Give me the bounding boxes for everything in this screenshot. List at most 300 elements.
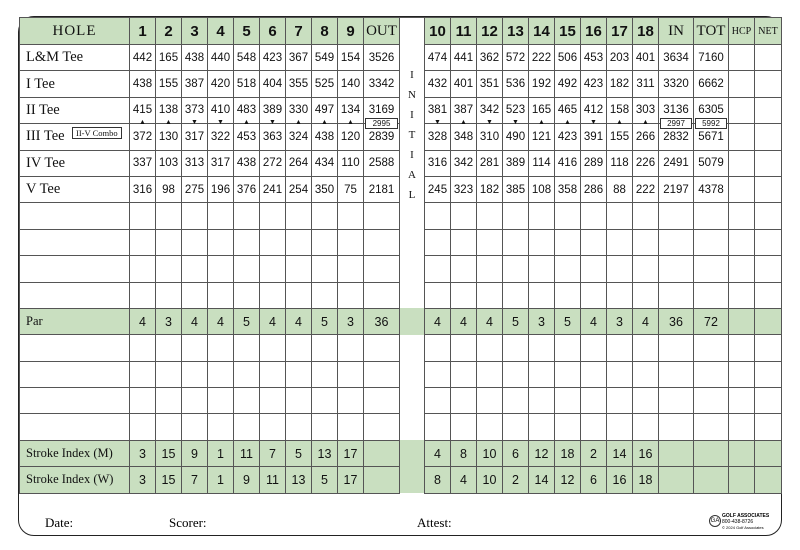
score-cell [477, 388, 503, 414]
yardage-cell: 272 [260, 150, 286, 176]
hole-number: 2 [156, 18, 182, 45]
yardage-cell: 536 [503, 71, 529, 97]
score-cell [182, 388, 208, 414]
hcp-cell [729, 97, 755, 123]
yardage-cell [312, 119, 338, 150]
in-blank [659, 440, 694, 466]
score-cell [451, 335, 477, 361]
hcp-cell [729, 150, 755, 176]
tot-total [694, 388, 729, 414]
initial-letter: I [410, 108, 414, 121]
stroke-index-cell: 18 [633, 467, 659, 493]
score-cell [234, 335, 260, 361]
in-total [659, 203, 694, 229]
score-cell [451, 256, 477, 282]
score-cell [451, 361, 477, 387]
score-cell [607, 414, 633, 440]
score-cell [529, 361, 555, 387]
score-cell [260, 361, 286, 387]
combo-arrow-icon: ▲ [564, 119, 571, 127]
yardage-value: 322 [210, 130, 231, 143]
score-cell [338, 256, 364, 282]
score-cell [503, 361, 529, 387]
tot-total [694, 361, 729, 387]
score-cell [286, 388, 312, 414]
yardage-cell [555, 119, 581, 150]
par-cell: 5 [234, 308, 260, 334]
yardage-cell: 351 [477, 71, 503, 97]
in-blank [659, 467, 694, 493]
score-cell [286, 335, 312, 361]
hole-number: 11 [451, 18, 477, 45]
score-cell [581, 282, 607, 308]
hcp-cell [729, 361, 755, 387]
yardage-value: 120 [340, 130, 361, 143]
in-label: IN [659, 18, 694, 45]
stroke-index-cell: 14 [607, 440, 633, 466]
in-total [659, 414, 694, 440]
score-cell [633, 335, 659, 361]
combo-arrow-icon: ▲ [616, 119, 623, 127]
yardage-cell [130, 119, 156, 150]
initial-letter: T [408, 128, 416, 141]
score-cell [529, 388, 555, 414]
score-cell [156, 203, 182, 229]
yardage-cell: 245 [425, 176, 451, 202]
hcp-cell [729, 335, 755, 361]
yardage-cell: 317 [208, 150, 234, 176]
tot-total [694, 119, 729, 150]
yardage-cell: 465 [555, 97, 581, 123]
score-cell [260, 414, 286, 440]
hcp-cell [729, 124, 755, 150]
tot-total: 5079 [694, 150, 729, 176]
yardage-cell: 401 [451, 71, 477, 97]
yardage-cell: 423 [260, 45, 286, 71]
score-cell [633, 361, 659, 387]
hcp-cell [729, 176, 755, 202]
par-cell: 4 [286, 308, 312, 334]
yardage-cell [581, 119, 607, 150]
initial-letter: N [408, 88, 416, 101]
yardage-cell: 410 [208, 97, 234, 123]
yardage-cell: 358 [555, 176, 581, 202]
score-cell [208, 388, 234, 414]
yardage-cell: 385 [503, 176, 529, 202]
yardage-cell [234, 119, 260, 150]
player-row [20, 361, 782, 387]
tee-name: IV Tee [20, 150, 130, 176]
hole-number: 9 [338, 18, 364, 45]
hcp-cell [729, 71, 755, 97]
score-cell [156, 361, 182, 387]
net-cell [755, 256, 782, 282]
player-name-cell [20, 256, 130, 282]
yardage-cell: 572 [503, 45, 529, 71]
stroke-index-m-row [20, 440, 782, 466]
score-cell [477, 361, 503, 387]
out-total [364, 388, 400, 414]
hole-number: 15 [555, 18, 581, 45]
yardage-cell: 140 [338, 71, 364, 97]
yardage-cell: 350 [312, 176, 338, 202]
tee-name: V Tee [20, 176, 130, 202]
out-total: 2181 [364, 176, 400, 202]
logo-copyright: © 2024 Golf Associates [722, 525, 764, 530]
yardage-cell: 548 [234, 45, 260, 71]
net-cell [755, 229, 782, 255]
stroke-index-cell: 13 [312, 440, 338, 466]
yardage-cell: 412 [581, 97, 607, 123]
out-label: OUT [364, 18, 400, 45]
hcp-cell [729, 388, 755, 414]
hole-number: 4 [208, 18, 234, 45]
score-cell [477, 282, 503, 308]
score-cell [607, 361, 633, 387]
par-in: 36 [659, 308, 694, 334]
player-name-cell [20, 229, 130, 255]
in-total: 3136 [659, 97, 694, 123]
in-total [659, 119, 694, 150]
score-cell [182, 229, 208, 255]
yardage-cell: 226 [633, 150, 659, 176]
yardage-cell: 420 [208, 71, 234, 97]
yardage-cell: 373 [182, 97, 208, 123]
initial-cell [400, 440, 425, 466]
score-cell [312, 203, 338, 229]
hole-number: 6 [260, 18, 286, 45]
yardage-value: 490 [505, 130, 526, 143]
score-cell [182, 335, 208, 361]
combo-arrow-icon: ▲ [165, 119, 172, 127]
score-cell [451, 282, 477, 308]
player-row [20, 414, 782, 440]
in-value: 2832 [663, 130, 689, 143]
stroke-index-cell: 2 [581, 440, 607, 466]
score-cell [156, 388, 182, 414]
score-cell [503, 388, 529, 414]
stroke-index-cell: 3 [130, 440, 156, 466]
hole-label: HOLE [20, 18, 130, 45]
out-total [364, 256, 400, 282]
yardage-cell: 98 [156, 176, 182, 202]
stroke-index-cell: 6 [581, 467, 607, 493]
score-cell [425, 282, 451, 308]
yardage-value: 310 [479, 130, 500, 143]
in-total: 3320 [659, 71, 694, 97]
hole-number: 17 [607, 18, 633, 45]
out-total: 3526 [364, 45, 400, 71]
yardage-cell: 281 [477, 150, 503, 176]
hcp-cell [729, 308, 755, 334]
par-cell: 5 [503, 308, 529, 334]
score-cell [234, 203, 260, 229]
score-cell [338, 388, 364, 414]
score-cell [477, 229, 503, 255]
stroke-index-cell: 12 [529, 440, 555, 466]
in-total [659, 335, 694, 361]
combo-arrow-icon: ▼ [269, 119, 276, 127]
score-cell [633, 256, 659, 282]
yardage-cell: 342 [477, 97, 503, 123]
yardage-cell: 118 [607, 150, 633, 176]
stroke-index-cell: 16 [607, 467, 633, 493]
combo-arrow-icon: ▼ [512, 119, 519, 127]
score-cell [130, 414, 156, 440]
yardage-cell: 483 [234, 97, 260, 123]
score-cell [260, 256, 286, 282]
combo-arrow-icon: ▼ [590, 119, 597, 127]
combo-arrow-icon: ▲ [460, 119, 467, 127]
yardage-value: 317 [184, 130, 205, 143]
initial-cell [400, 361, 425, 387]
score-cell [425, 414, 451, 440]
yardage-cell: 404 [260, 71, 286, 97]
yardage-cell: 434 [312, 150, 338, 176]
net-cell [755, 308, 782, 334]
yardage-value: 324 [288, 130, 309, 143]
score-cell [260, 203, 286, 229]
score-cell [633, 388, 659, 414]
par-row [20, 308, 782, 334]
score-cell [182, 203, 208, 229]
yardage-cell: 241 [260, 176, 286, 202]
tot-total [694, 414, 729, 440]
player-name-cell [20, 282, 130, 308]
tot-total [694, 203, 729, 229]
stroke-index-cell: 9 [182, 440, 208, 466]
score-cell [234, 256, 260, 282]
score-cell [581, 335, 607, 361]
yardage-cell: 342 [451, 150, 477, 176]
score-cell [503, 229, 529, 255]
out-value: 2839 [368, 130, 395, 143]
yardage-cell: 196 [208, 176, 234, 202]
net-cell [755, 71, 782, 97]
score-cell [234, 388, 260, 414]
out-total [364, 361, 400, 387]
yardage-cell: 416 [555, 150, 581, 176]
par-cell: 3 [607, 308, 633, 334]
score-cell [581, 256, 607, 282]
yardage-cell: 182 [477, 176, 503, 202]
yardage-cell: 203 [607, 45, 633, 71]
yardage-cell: 222 [633, 176, 659, 202]
yardage-cell [156, 119, 182, 150]
combo-arrow-icon: ▼ [217, 119, 224, 127]
score-cell [286, 229, 312, 255]
net-cell [755, 414, 782, 440]
player-name-cell [20, 203, 130, 229]
yardage-value: 155 [609, 130, 630, 143]
tot-value: 5671 [698, 130, 724, 143]
score-cell [260, 229, 286, 255]
stroke-index-cell: 1 [208, 467, 234, 493]
tot-total [694, 256, 729, 282]
score-cell [581, 414, 607, 440]
par-cell: 4 [182, 308, 208, 334]
par-cell: 4 [425, 308, 451, 334]
score-cell [503, 414, 529, 440]
player-row [20, 335, 782, 361]
yardage-cell: 389 [503, 150, 529, 176]
yardage-cell: 525 [312, 71, 338, 97]
score-cell [425, 203, 451, 229]
hole-number: 10 [425, 18, 451, 45]
par-cell: 3 [529, 308, 555, 334]
combo-arrow-icon: ▼ [486, 119, 493, 127]
yardage-cell: 376 [234, 176, 260, 202]
yardage-value: 121 [531, 130, 552, 143]
tee-name: I Tee [20, 71, 130, 97]
stroke-index-cell: 2 [503, 467, 529, 493]
tot-blank [694, 440, 729, 466]
hole-number: 12 [477, 18, 503, 45]
score-cell [182, 256, 208, 282]
score-cell [130, 229, 156, 255]
score-cell [555, 388, 581, 414]
score-cell [182, 414, 208, 440]
yardage-cell: 497 [312, 97, 338, 123]
score-cell [607, 335, 633, 361]
score-cell [451, 203, 477, 229]
par-cell: 4 [633, 308, 659, 334]
scorecard [18, 16, 782, 536]
score-cell [529, 414, 555, 440]
yardage-cell: 440 [208, 45, 234, 71]
player-name-cell [20, 361, 130, 387]
yardage-value: 438 [314, 130, 335, 143]
out-total [364, 229, 400, 255]
yardage-cell: 108 [529, 176, 555, 202]
yardage-cell: 355 [286, 71, 312, 97]
score-cell [208, 414, 234, 440]
yardage-cell: 88 [607, 176, 633, 202]
combo-arrow-icon: ▲ [243, 119, 250, 127]
score-cell [555, 256, 581, 282]
attest-label: Attest: [417, 515, 452, 530]
player-name-cell [20, 414, 130, 440]
yardage-cell [607, 119, 633, 150]
score-cell [286, 282, 312, 308]
yardage-value: 423 [557, 130, 578, 143]
net-cell [755, 97, 782, 123]
yardage-cell [633, 119, 659, 150]
yardage-cell: 438 [130, 71, 156, 97]
yardage-cell: 75 [338, 176, 364, 202]
hole-header-row [20, 18, 782, 45]
net-cell [755, 176, 782, 202]
score-cell [156, 335, 182, 361]
yardage-cell: 103 [156, 150, 182, 176]
score-cell [338, 203, 364, 229]
score-cell [260, 388, 286, 414]
yardage-cell: 362 [477, 45, 503, 71]
stroke-index-cell: 7 [260, 440, 286, 466]
logo-phone: 800-438-8726 [722, 519, 754, 525]
score-cell [581, 388, 607, 414]
hcp-cell [729, 440, 755, 466]
yardage-cell: 154 [338, 45, 364, 71]
hcp-cell [729, 203, 755, 229]
hcp-cell [729, 414, 755, 440]
score-cell [503, 335, 529, 361]
signature-footer [19, 511, 781, 535]
score-cell [451, 414, 477, 440]
score-cell [338, 335, 364, 361]
hole-number: 5 [234, 18, 260, 45]
hole-number: 1 [130, 18, 156, 45]
net-label: NET [755, 18, 782, 45]
out-total [364, 119, 400, 150]
yardage-cell: 316 [130, 176, 156, 202]
par-cell: 4 [477, 308, 503, 334]
hole-number: 8 [312, 18, 338, 45]
out-blank [364, 467, 400, 493]
score-cell [503, 203, 529, 229]
yardage-cell: 110 [338, 150, 364, 176]
par-cell: 3 [338, 308, 364, 334]
logo-name: GOLF ASSOCIATES [722, 513, 770, 519]
score-cell [555, 335, 581, 361]
in-total: 2197 [659, 176, 694, 202]
score-cell [312, 229, 338, 255]
combo-arrow-icon: ▲ [538, 119, 545, 127]
net-cell [755, 467, 782, 493]
par-cell: 3 [156, 308, 182, 334]
yardage-cell: 330 [286, 97, 312, 123]
score-cell [529, 229, 555, 255]
combo-arrow-icon: ▲ [321, 119, 328, 127]
initial-column-head [400, 18, 425, 45]
score-cell [529, 335, 555, 361]
net-cell [755, 335, 782, 361]
yardage-cell: 114 [529, 150, 555, 176]
score-cell [555, 361, 581, 387]
score-cell [208, 282, 234, 308]
yardage-cell: 165 [529, 97, 555, 123]
score-cell [312, 361, 338, 387]
yardage-value: 266 [635, 130, 656, 143]
yardage-cell [208, 119, 234, 150]
score-cell [312, 335, 338, 361]
par-cell: 4 [581, 308, 607, 334]
score-cell [451, 229, 477, 255]
hole-number: 16 [581, 18, 607, 45]
score-cell [234, 414, 260, 440]
initial-cell [400, 308, 425, 334]
score-cell [633, 282, 659, 308]
yardage-cell: 222 [529, 45, 555, 71]
score-cell [130, 256, 156, 282]
score-cell [477, 414, 503, 440]
initial-letter: I [410, 68, 414, 81]
yardage-cell: 138 [156, 97, 182, 123]
yardage-cell: 311 [633, 71, 659, 97]
net-cell [755, 203, 782, 229]
out-total [364, 335, 400, 361]
yardage-value: 363 [262, 130, 283, 143]
score-cell [208, 361, 234, 387]
out-total [364, 203, 400, 229]
date-label: Date: [45, 515, 74, 530]
par-cell: 4 [208, 308, 234, 334]
yardage-cell: 182 [607, 71, 633, 97]
stroke-index-cell: 10 [477, 440, 503, 466]
stroke-index-label: Stroke Index (M) [20, 440, 130, 466]
yardage-cell [477, 119, 503, 150]
yardage-cell: 506 [555, 45, 581, 71]
